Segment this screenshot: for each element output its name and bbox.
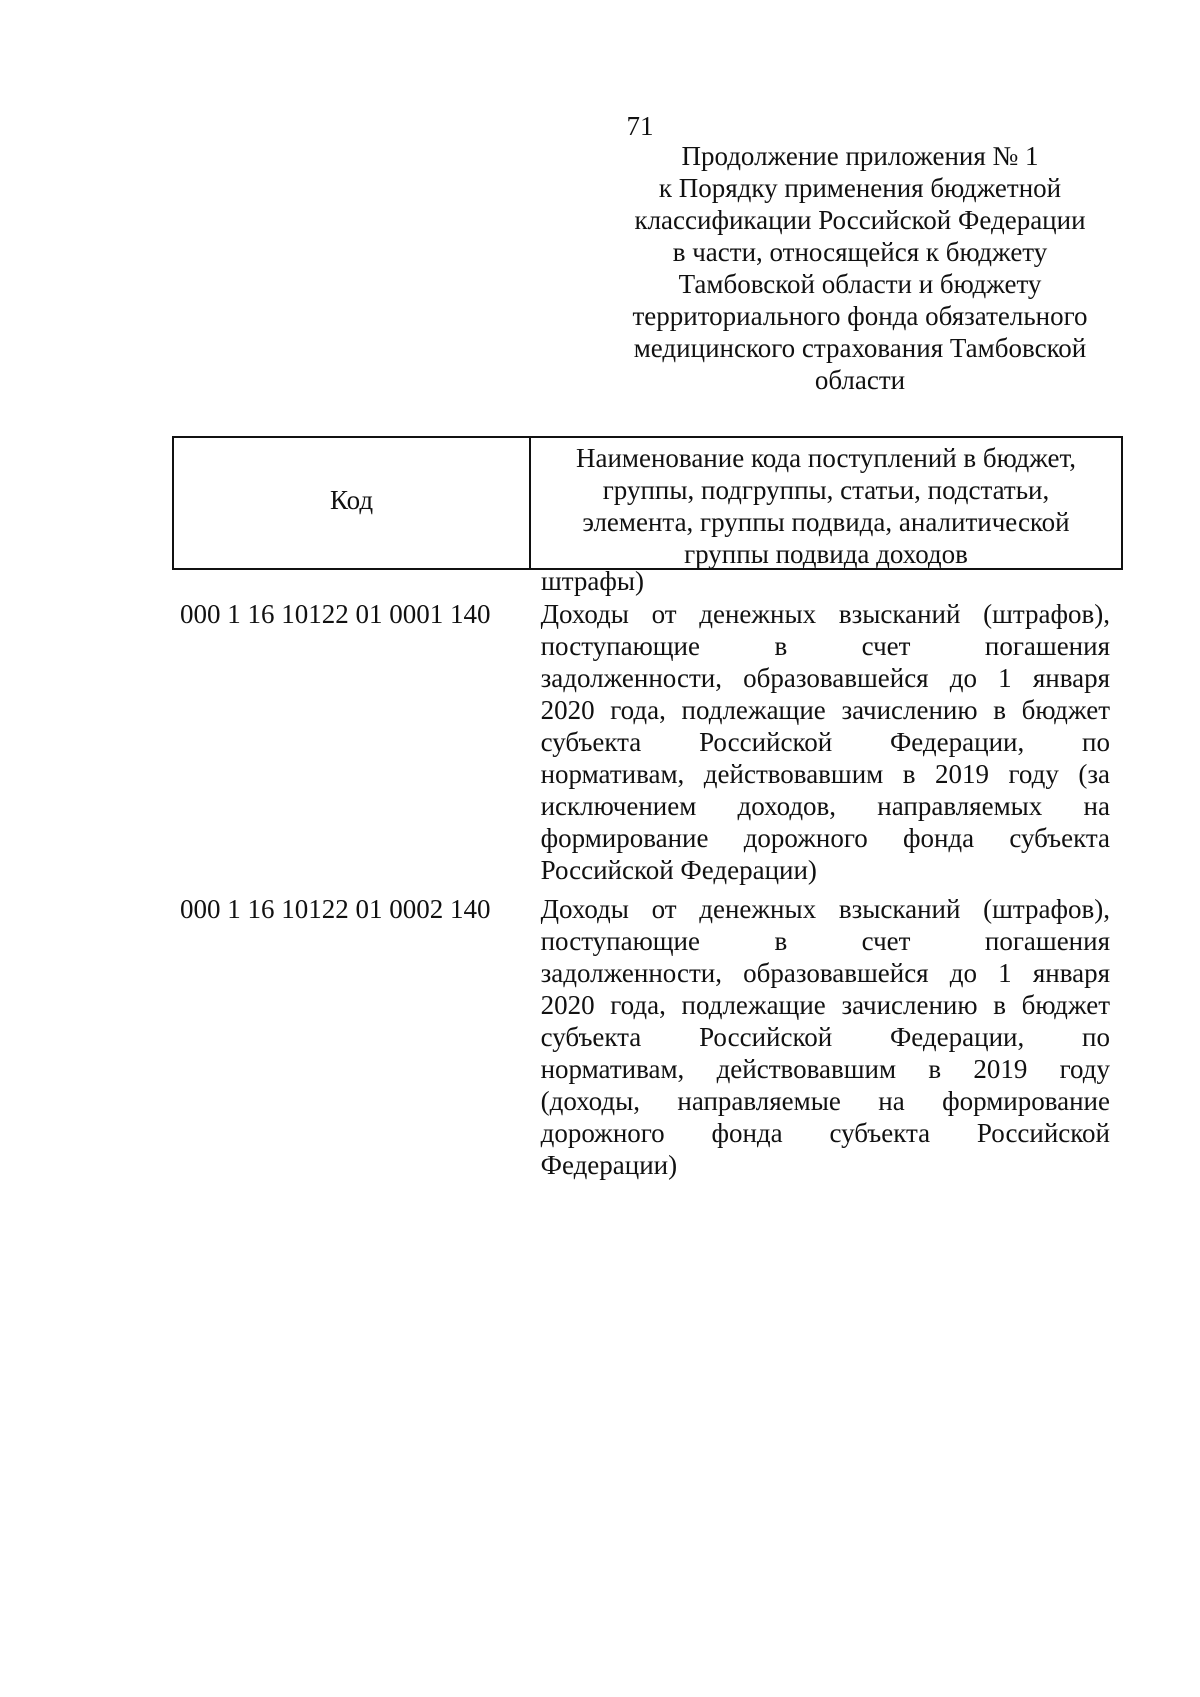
header-line: в части, относящейся к бюджету [672,237,1048,267]
row-description-line: дорожного фонда субъекта Российской [540,1118,1110,1148]
table-row [180,893,1110,1181]
column-header-code: Код [174,438,531,568]
row-description-line: нормативам, действовавшим в 2019 году [540,1054,1110,1084]
row-description-line: задолженности, образовавшейся до 1 января [540,663,1110,693]
column-header-name-line: элемента, группы подвида, аналитической [582,507,1070,537]
column-header-name-line: группы подвида доходов [684,539,968,568]
row-description-line: задолженности, образовавшейся до 1 января [540,958,1110,988]
row-description [541,893,1110,1181]
page-number: 71 [626,111,654,141]
row-code: 000 1 16 10122 01 0001 140 [180,599,491,629]
header-line: Продолжение приложения № 1 [681,141,1039,171]
row-description-line: Федерации) [540,1150,678,1180]
appendix-header [610,140,1110,396]
header-line: области [814,365,906,395]
table-header [172,436,1123,570]
column-header-name-line: группы, подгруппы, статьи, подстатьи, [602,475,1050,505]
header-line: классификации Российской Федерации [634,205,1086,235]
row-description-line: Доходы от денежных взысканий (штрафов), [540,894,1110,924]
row-description-line: поступающие в счет погашения [540,926,1110,956]
row-code: 000 1 16 10122 01 0002 140 [180,894,491,924]
row-description [541,598,1110,886]
table-row [180,598,1110,886]
row-description-line: субъекта Российской Федерации, по [540,1022,1110,1052]
row-description-line: 2020 года, подлежащие зачислению в бюджет [540,990,1110,1020]
row-description-line: (доходы, направляемые на формирование [540,1086,1110,1116]
row-description-line: Российской Федерации) [540,855,817,885]
header-line: медицинского страхования Тамбовской [633,333,1087,363]
row-description-line: Доходы от денежных взысканий (штрафов), [540,599,1110,629]
header-line: территориального фонда обязательного [632,301,1088,331]
header-line: Тамбовской области и бюджету [678,269,1042,299]
column-header-name [531,438,1121,568]
row-description-line: исключением доходов, направляемых на [540,791,1110,821]
row-description-line: формирование дорожного фонда субъекта [540,823,1110,853]
continuation-text: штрафы) [541,566,645,596]
header-line: к Порядку применения бюджетной [658,173,1062,203]
row-description-line: субъекта Российской Федерации, по [540,727,1110,757]
column-header-name-line: Наименование кода поступлений в бюджет, [575,443,1077,473]
row-description-line: поступающие в счет погашения [540,631,1110,661]
row-description-line: нормативам, действовавшим в 2019 году (за [540,759,1110,789]
row-description-line: 2020 года, подлежащие зачислению в бюджет [540,695,1110,725]
